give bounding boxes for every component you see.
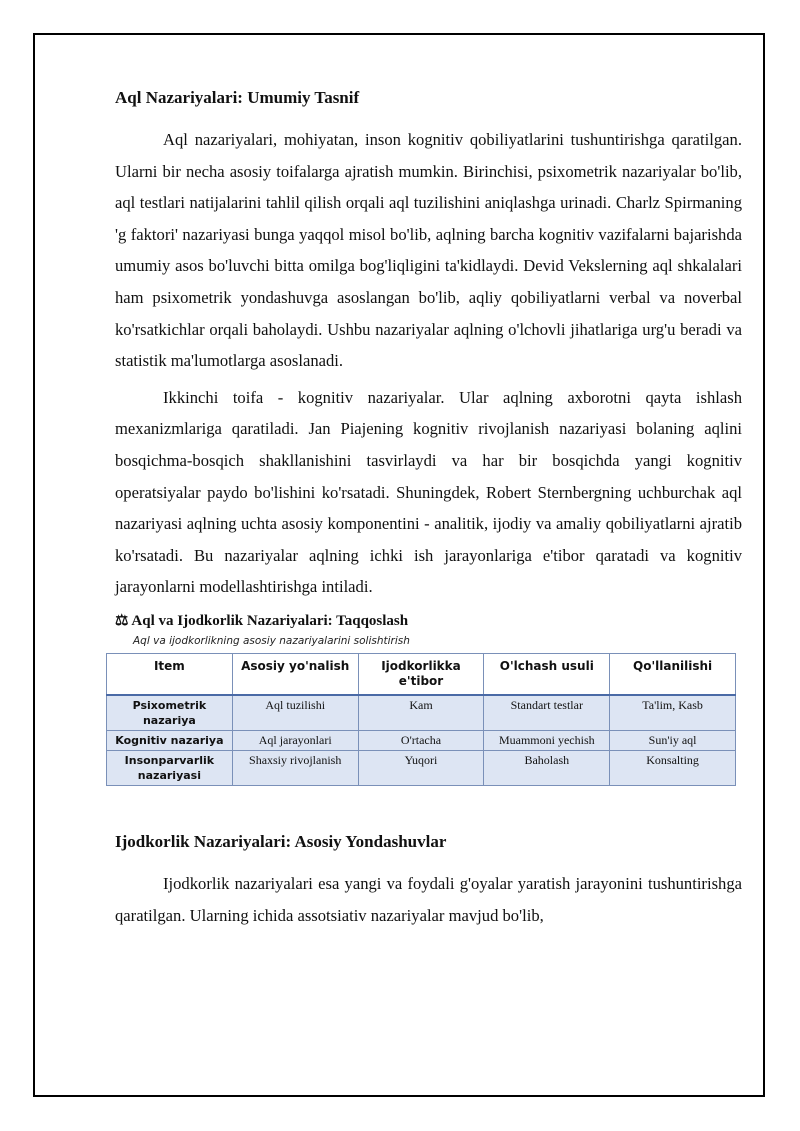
table-cell: Aql tuzilishi — [232, 695, 358, 731]
table-heading-text: Aql va Ijodkorlik Nazariyalari: Taqqoslash — [131, 612, 409, 629]
table-cell: Muammoni yechish — [484, 730, 610, 750]
table-cell: Baholash — [484, 750, 610, 785]
table-cell: Konsalting — [610, 750, 736, 785]
section-heading: Ijodkorlik Nazariyalari: Asosiy Yondashuvlar — [115, 831, 447, 851]
paragraph: Aql nazariyalari, mohiyatan, inson kognitiv qobiliyatlarini tushuntirishga qaratilgan. Ularni bir necha asosiy toifalarga ajratish mumkin. Birinchisi, psixometrik nazariyalar bo'lib, aql testlari natijalarini tahlil qilish orqali aql tuzilishini aniqlashga urinadi. Charlz Spirmaning 'g faktori' nazariyasi bunga yaqqol misol bo'lib, aqlning barcha kognitiv vazifalarni bajarishda umumiy asos bo'luvchi bitta omilga bog'liqligini ta'kidlaydi. Devid Vekslerning aql shkalalari ham psixometrik yondashuvga asoslangan bo'lib, aqliy qobiliyatlarni verbal va noverbal ko'rsatkichlar orqali baholaydi. Ushbu nazariyalar aqlning o'lchovli jihatlariga urg'u beradi va statistik ma'lumotlarga asoslanadi. — [115, 130, 742, 371]
scales-icon: ⚖ — [115, 612, 129, 629]
table-cell: Kam — [358, 695, 484, 731]
table-cell: Yuqori — [358, 750, 484, 785]
table-row — [107, 730, 736, 750]
row-header-cell: Insonparvarlik nazariyasi — [107, 750, 233, 785]
table-heading — [115, 611, 742, 631]
paragraph: Ijodkorlik nazariyalari esa yangi va foydali g'oyalar yaratish jarayonini tushuntirishga qaratilgan. Ularning ichida assotsiativ nazariyalar mavjud bo'lib, — [115, 873, 742, 925]
table-cell: Sun'iy aql — [610, 730, 736, 750]
section-heading: Aql Nazariyalari: Umumiy Tasnif — [115, 88, 360, 107]
table-row — [107, 750, 736, 785]
table-header-row — [107, 653, 736, 695]
column-header: Qo'llanilishi — [610, 653, 736, 695]
table-cell: O'rtacha — [358, 730, 484, 750]
table-cell: Ta'lim, Kasb — [610, 695, 736, 731]
table-caption: Aql va ijodkorlikning asosiy nazariyalarini solishtirish — [133, 634, 410, 647]
column-header: O'lchash usuli — [484, 653, 610, 695]
table-cell: Shaxsiy rivojlanish — [232, 750, 358, 785]
row-header-cell: Psixometrik nazariya — [107, 695, 233, 731]
document-body — [115, 86, 742, 936]
comparison-table — [106, 653, 736, 786]
column-header: Asosiy yo'nalish — [232, 653, 358, 695]
section-2 — [115, 830, 742, 931]
column-header: Item — [107, 653, 233, 695]
row-header-cell: Kognitiv nazariya — [107, 730, 233, 750]
table-row — [107, 695, 736, 731]
table-cell: Aql jarayonlari — [232, 730, 358, 750]
table-cell: Standart testlar — [484, 695, 610, 731]
column-header: Ijodkorlikka e'tibor — [358, 653, 484, 695]
paragraph: Ikkinchi toifa - kognitiv nazariyalar. Ular aqlning axborotni qayta ishlash mexanizmlariga qaratiladi. Jan Piajening kognitiv rivojlanish nazariyasi bolaning aqlini bosqichma-bosqich shakllanishini tasvirlaydi va har bir bosqichda yangi kognitiv operatsiyalar paydo bo'lishini ko'rsatadi. Shuningdek, Robert Sternbergning uchburchak aql nazariyasi aqlning uchta asosiy komponentini - analitik, ijodiy va amaliy qobiliyatlarni ajratib ko'rsatadi. Bu nazariyalar aqlning ichki ish jarayonlariga e'tibor qaratadi va kognitiv jarayonlarni modellashtirishga intiladi. — [115, 387, 742, 597]
